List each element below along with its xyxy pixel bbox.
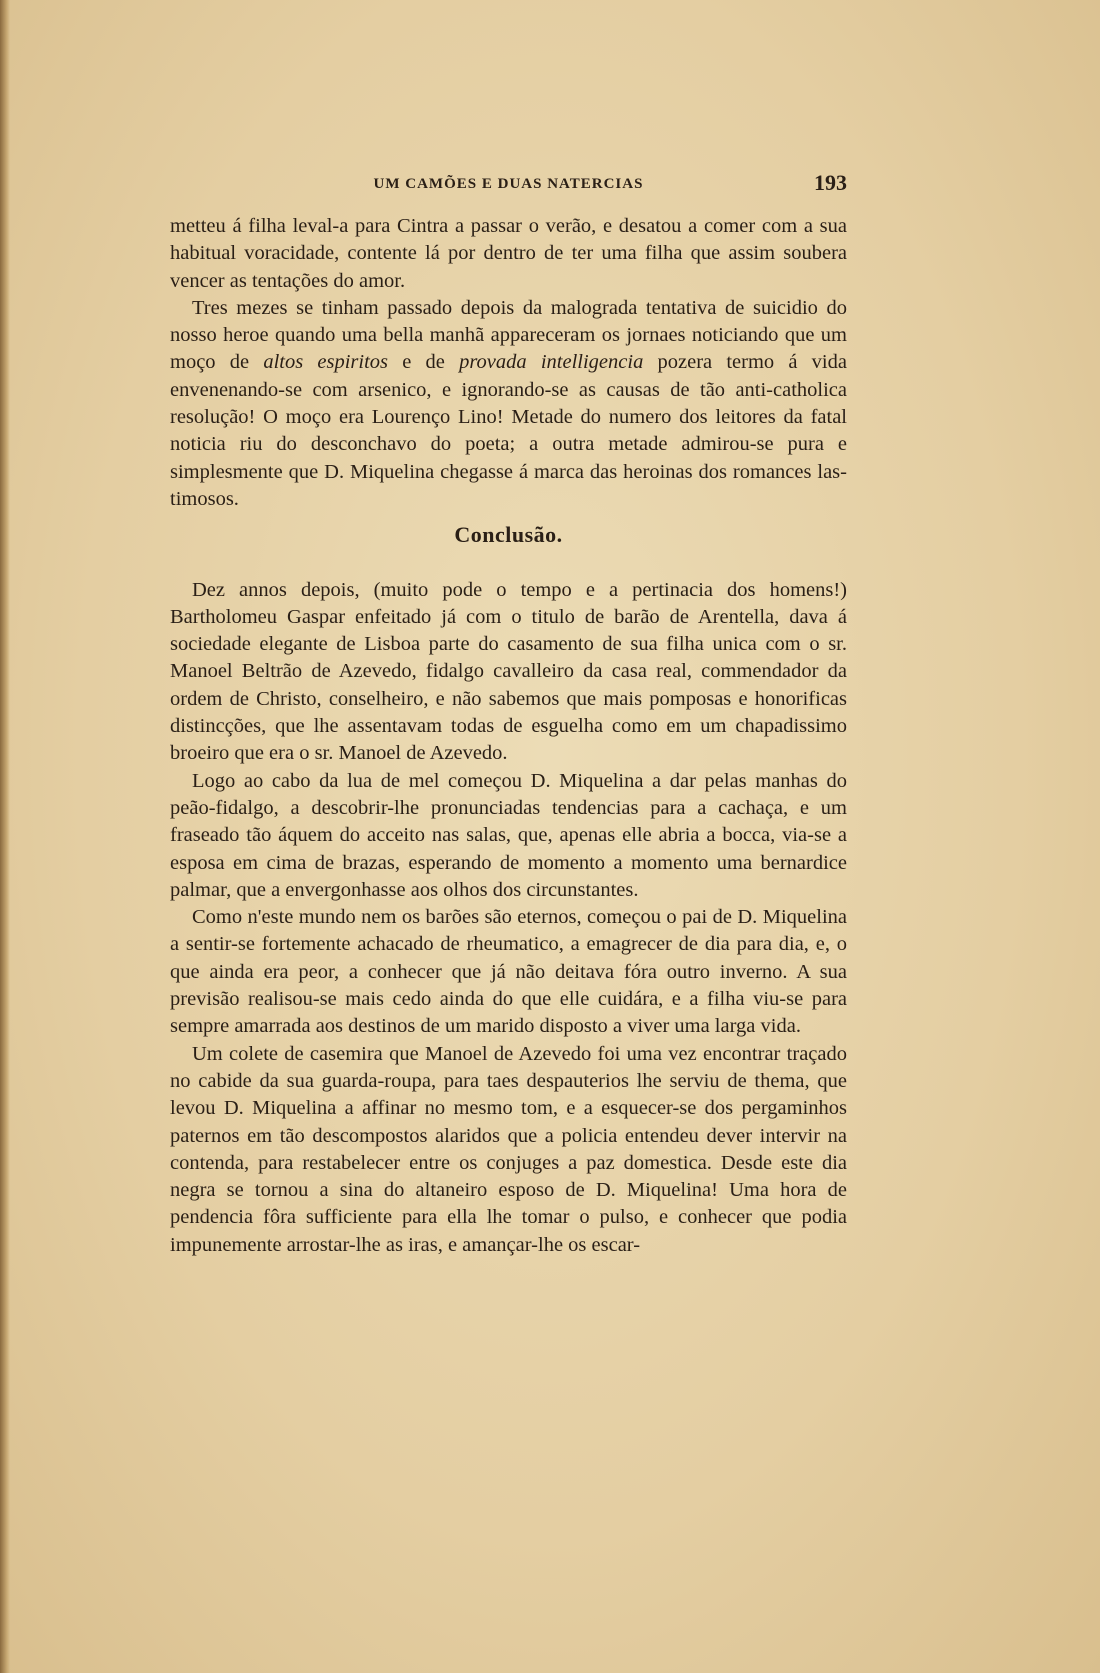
paragraph-1 <box>170 213 847 295</box>
page-header <box>170 170 847 200</box>
paragraph-2 <box>170 295 847 513</box>
italic-phrase-altos-espiritos: altos espiritos <box>263 351 389 374</box>
paragraph-2-text-a: Tres mezes se tinham passado depois da malograda tentativa de suicidio do nosso heroe quando uma bella manhã appareceram os jornaes noticiando que um moço de <box>170 296 847 374</box>
paragraph-6: Um colete de casemira que Manoel de Azevedo foi uma vez encontrar traçado no cabide da sua guarda-roupa, para taes despauterios lhe serviu de thema, que levou D. Miquelina a affinar no mesmo tom, e a esquecer-se dos pergaminhos paternos em tão descompostos alaridos que a policia entendeu dever intervir na contenda, para restabelecer entre os conjuges a paz domestica. Desde este dia negra se tornou a sina do altaneiro esposo de D. Miquelina! Uma hora de pendencia fôra sufficiente para ella lhe tomar o pulso, e conhecer que podia impunemente arrostar-lhe as iras, e amançar-lhe os escar- <box>170 1042 847 1256</box>
paragraph-2-text-b: e de <box>388 351 460 374</box>
page-number: 193 <box>814 170 847 195</box>
paragraph-1-text: metteu á filha leval-a para Cintra a passar o verão, e desatou a comer com a sua habitual voracidade, contente lá por dentro de ter uma filha que assim soubera vencer as tentações do amor. <box>170 215 847 292</box>
paragraph-5: Como n'este mundo nem os barões são eternos, começou o pai de D. Miquelina a sentir-se fortemente achacado de rheumatico, a emagrecer de dia para dia, e, o que ainda era peor, a conhecer que já não deitava fóra outro inverno. A sua previsão realisou-se mais cedo ainda do que elle cuidára, e a filha viu-se para sempre amarrada aos destinos de um marido disposto a viver uma larga vida. <box>170 906 847 1038</box>
running-title: UM CAMÕES E DUAS NATERCIAS <box>373 176 644 192</box>
body-text <box>170 213 847 1259</box>
paragraph-3: Dez annos depois, (muito pode o tempo e a pertinacia dos homens!) Bartholomeu Gaspar enfeitado já com o titulo de barão de Arentella, dava á sociedade elegante de Lisboa parte do casamento de sua filha unica com o sr. Manoel Beltrão de Azevedo, fidalgo cavalleiro da casa real, commendador da ordem de Christo, conselheiro, e não sabemos que mais pomposas e honorificas distincções, que lhe assentavam todas de esguelha como em um chapadissimo broeiro que era o sr. Manoel de Azevedo. <box>170 578 847 765</box>
paragraph-2-text-c: pozera termo á vida envenenando-se com arsenico, e ignorando-se as causas de tão anti-catholica resolução! O moço era Lourenço Lino! Metade do numero dos leitores da fatal noticia riu do desconchavo do poeta; a outra metade admirou-se pura e simplesmente que D. Miquelina chegasse á marca das heroinas dos romances lastimosos. <box>170 351 847 510</box>
paragraph-4: Logo ao cabo da lua de mel começou D. Miquelina a dar pelas manhas do peão-fidalgo, a descobrir-lhe pronunciadas tendencias para a cachaça, e um fraseado tão áquem do acceito nas salas, que, apenas elle abria a bocca, via-se a esposa em cima de brazas, esperando de momento a momento uma bernardice palmar, que a envergonhasse aos olhos dos circunstantes. <box>170 769 847 901</box>
section-heading: Conclusão. <box>454 522 563 548</box>
page-binding-edge <box>0 0 10 1673</box>
italic-phrase-provada-intelligencia: provada intelligencia <box>459 351 644 374</box>
